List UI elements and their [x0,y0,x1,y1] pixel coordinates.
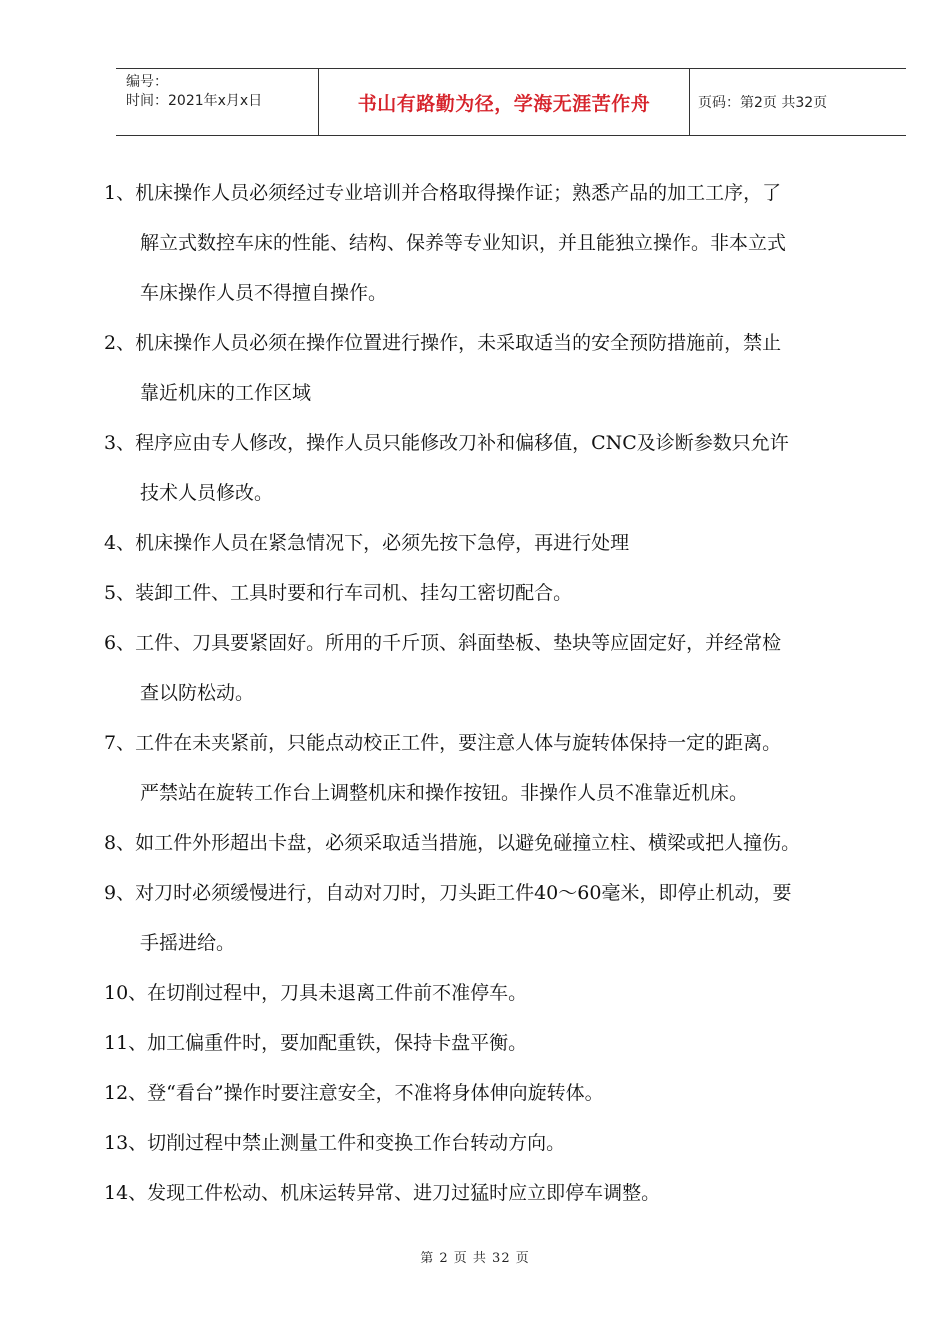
list-item-first-line: 9、对刀时必须缓慢进行，自动对刀时，刀头距工件40～60毫米，即停止机动，要 [104,882,792,904]
regulation-list [104,168,914,1218]
list-item-first-line: 3、程序应由专人修改，操作人员只能修改刀补和偏移值，CNC及诊断参数只允许 [104,432,789,454]
list-item-first-line: 2、机床操作人员必须在操作位置进行操作，未采取适当的安全预防措施前，禁止 [104,332,782,354]
list-item-continuation-line: 严禁站在旋转工作台上调整机床和操作按钮。非操作人员不准靠近机床。 [140,782,749,804]
header-motto: 书山有路勤为径，学海无涯苦作舟 [318,69,690,135]
list-item-first-line: 6、工件、刀具要紧固好。所用的千斤顶、斜面垫板、垫块等应固定好，并经常检 [104,632,782,654]
list-item-continuation-line: 靠近机床的工作区域 [140,382,312,404]
document-time-label: 时间：2021年x月x日 [126,93,263,109]
list-item [104,1018,914,1068]
list-item [104,1118,914,1168]
list-item [104,418,914,518]
header-page-number: 页码：第2页 共32页 [698,95,828,111]
list-item-first-line: 1、机床操作人员必须经过专业培训并合格取得操作证；熟悉产品的加工工序，了 [104,182,782,204]
list-item [104,868,914,968]
list-item-first-line: 11、加工偏重件时，要加配重铁，保持卡盘平衡。 [104,1032,528,1054]
list-item-first-line: 8、如工件外形超出卡盘，必须采取适当措施，以避免碰撞立柱、横梁或把人撞伤。 [104,832,801,854]
list-item-continuation-line: 技术人员修改。 [140,482,274,504]
list-item [104,1068,914,1118]
header-meta [116,69,318,135]
list-item [104,168,914,318]
page-footer: 第 2 页 共 32 页 [420,1251,530,1266]
list-item [104,818,914,868]
list-item-first-line: 5、装卸工件、工具时要和行车司机、挂勾工密切配合。 [104,582,573,604]
list-item-first-line: 7、工件在未夹紧前，只能点动校正工件，要注意人体与旋转体保持一定的距离。 [104,732,782,754]
list-item [104,618,914,718]
list-item-first-line: 14、发现工件松动、机床运转异常、进刀过猛时应立即停车调整。 [104,1182,661,1204]
list-item-continuation-line: 查以防松动。 [140,682,255,704]
list-item [104,568,914,618]
list-item-continuation-line: 车床操作人员不得擅自操作。 [140,282,388,304]
list-item [104,518,914,568]
list-item [104,968,914,1018]
list-item-continuation-line: 解立式数控车床的性能、结构、保养等专业知识，并且能独立操作。非本立式 [140,232,787,254]
list-item-continuation-line: 手摇进给。 [140,932,236,954]
document-header [116,68,906,136]
list-item-first-line: 4、机床操作人员在紧急情况下，必须先按下急停，再进行处理 [104,532,630,554]
list-item-first-line: 13、切削过程中禁止测量工件和变换工作台转动方向。 [104,1132,566,1154]
list-item-first-line: 10、在切削过程中，刀具未退离工件前不准停车。 [104,982,528,1004]
list-item [104,318,914,418]
list-item [104,1168,914,1218]
document-number-label: 编号： [126,74,168,90]
list-item [104,718,914,818]
list-item-first-line: 12、登“看台”操作时要注意安全，不准将身体伸向旋转体。 [104,1082,604,1104]
